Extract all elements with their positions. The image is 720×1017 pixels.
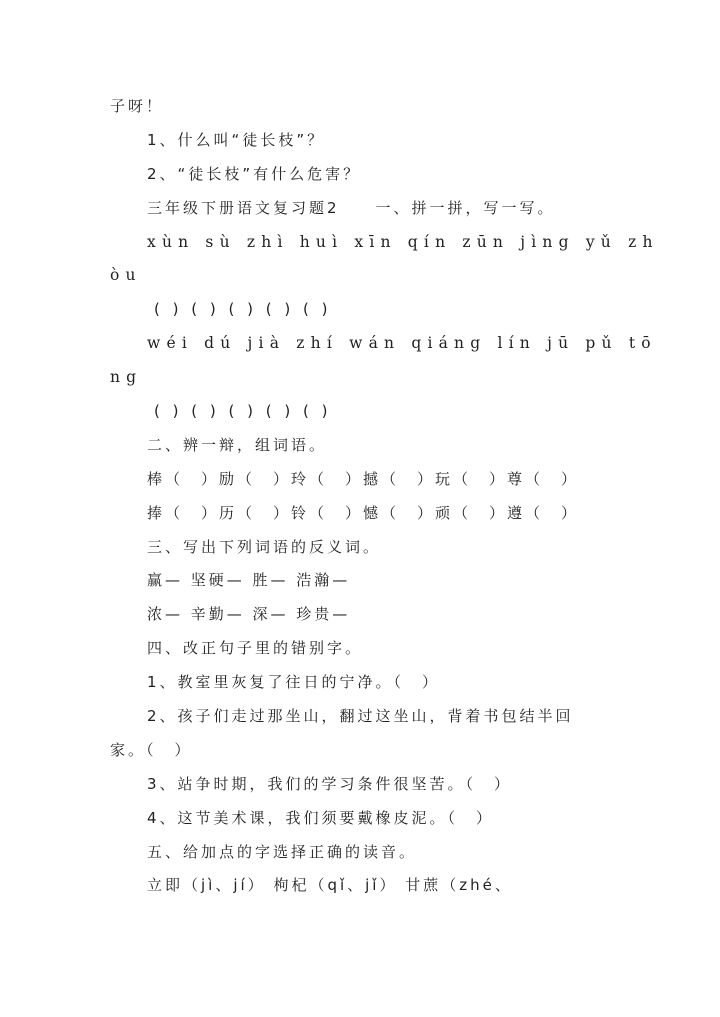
document-page <box>110 90 659 903</box>
section-3-heading: 三、写出下列词语的反义词。 <box>147 537 382 556</box>
section-title: 三年级下册语文复习题2 一、拼一拼，写一写。 <box>147 198 556 217</box>
section-2-heading: 二、辨一辩，组词语。 <box>147 435 328 454</box>
correction-2: 2、孩子们走过那坐山，翻过这坐山，背着书包结半回 <box>147 707 574 726</box>
text-line: 子呀！ <box>110 97 165 115</box>
correction-2-wrap: 家。（ ） <box>110 740 193 759</box>
section-5-heading: 五、给加点的字选择正确的读音。 <box>147 842 418 861</box>
pinyin-line-2: wéi dú jià zhí wán qiáng lín jū pǔ tō <box>147 334 657 353</box>
pronunciation-row: 立即（jì、jí） 枸杞（qǐ、jǐ） 甘蔗（zhé、 <box>147 876 513 895</box>
pinyin-line-1: xùn sù zhì huì xīn qín zūn jìng yǔ zh <box>147 232 659 251</box>
word-group-row-2: 捧（ ）历（ ）铃（ ）憾（ ）顽（ ）遵（ ） <box>147 503 580 522</box>
question-2: 2、“徒长枝”有什么危害？ <box>147 164 362 183</box>
section-4-heading: 四、改正句子里的错别字。 <box>147 639 364 658</box>
correction-1: 1、教室里灰复了往日的宁净。（ ） <box>147 673 441 692</box>
question-1: 1、什么叫“徒长枝”？ <box>147 130 326 149</box>
correction-4: 4、这节美术课，我们须要戴橡皮泥。（ ） <box>147 808 495 827</box>
antonym-row-1: 赢— 坚硬— 胜— 浩瀚— <box>147 571 351 590</box>
answer-blanks-1: ( ) ( ) ( ) ( ) ( ) <box>154 300 332 319</box>
word-group-row-1: 棒（ ）励（ ）玲（ ）撼（ ）玩（ ）尊（ ） <box>147 469 580 488</box>
correction-3: 3、站争时期，我们的学习条件很坚苦。（ ） <box>147 774 513 793</box>
antonym-row-2: 浓— 辛勤— 深— 珍贵— <box>147 605 351 624</box>
pinyin-line-1-wrap: òu <box>110 266 142 285</box>
answer-blanks-2: ( ) ( ) ( ) ( ) ( ) <box>154 402 332 421</box>
pinyin-line-2-wrap: ng <box>110 368 143 387</box>
